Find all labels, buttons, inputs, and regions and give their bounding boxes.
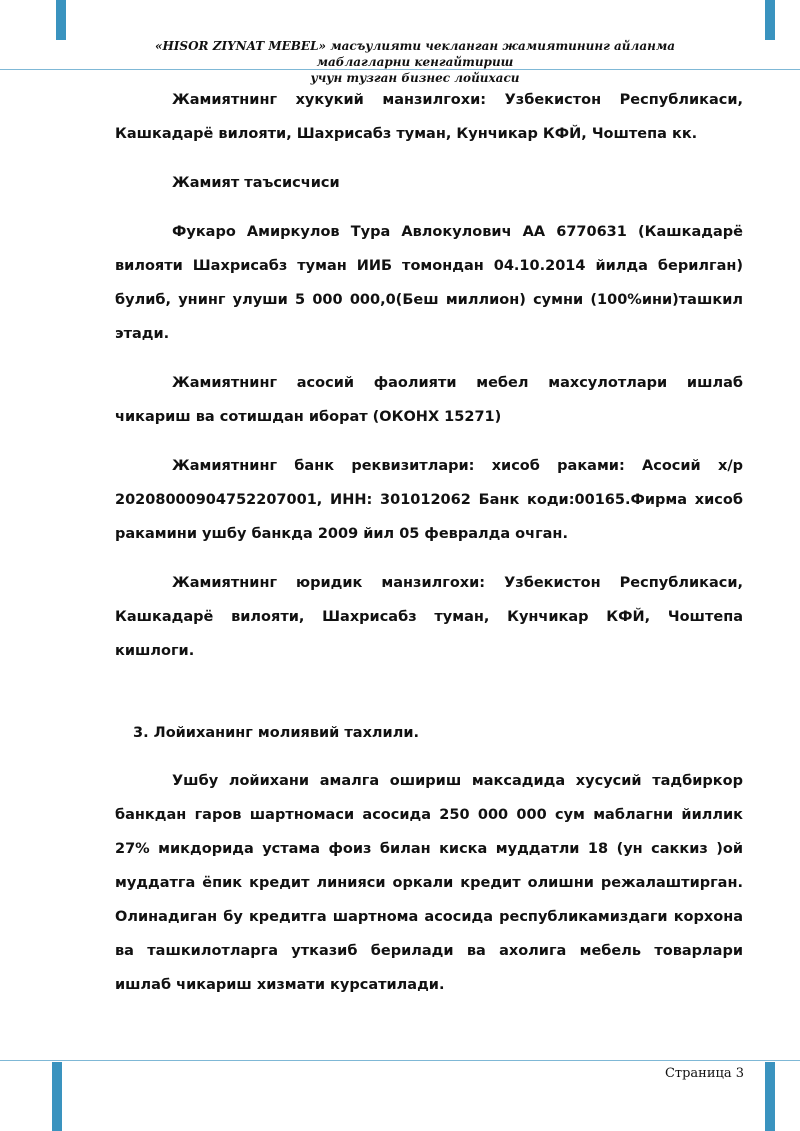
page-number: Страница 3 (664, 1066, 744, 1081)
legal-address-paragraph: Жамиятнинг хукукий манзилгохи: Узбекистон Республикаси, Кашкадарё вилояти, Шахрисабз туман, Кунчикар КФЙ, Чоштепа кк. (115, 92, 743, 142)
header-title-line1: «HISOR ZIYNAT MEBEL» масъулияти чекланган жамиятининг айланма маблагларни кенгайтириш (154, 39, 676, 69)
founder-paragraph: Фукаро Амиркулов Тура Авлокулович АА 6770631 (Кашкадарё вилояти Шахрисабз туман ИИБ томондан 04.10.2014 йилда берилган) булиб, унинг улуши 5 000 000,0(Беш миллион) сумни (100%ини)ташкил этади. (115, 224, 743, 342)
financial-analysis-paragraph: Ушбу лойихани амалга ошириш максадида хусусий тадбиркор банкдан гаров шартномаси асосида 250 000 000 сум маблагни йиллик 27% микдорида устама фоиз билан киска муддатли 18 (ун саккиз )ой муддатга ёпик кредит линияси оркали кредит олишни режалаштирган. Олинадиган бу кредитга шартнома асосида республикамиздаги корхона ва ташкилотларга утказиб берилади ва ахолига мебель товарлари ишлаб чикариш хизмати курсатилади. (115, 773, 743, 993)
footer-decor-bar-right (765, 1062, 775, 1131)
header-decor-bar-left (56, 0, 66, 40)
header-decor-bar-right (765, 0, 775, 40)
footer-rule (0, 1060, 800, 1061)
founder-heading: Жамият таъсисчиси (172, 175, 340, 191)
juridical-address-paragraph: Жамиятнинг юридик манзилгохи: Узбекистон Республикаси, Кашкадарё вилояти, Шахрисабз туман, Кунчикар КФЙ, Чоштепа кишлоги. (115, 575, 743, 659)
main-activity-paragraph: Жамиятнинг асосий фаолияти мебел махсулотлари ишлаб чикариш ва сотишдан иборат (ОКОНХ 15271) (115, 375, 743, 425)
page-header (110, 38, 720, 86)
header-title-line2: учун тузган бизнес лойихаси (310, 71, 520, 85)
section-heading: 3. Лойиханинг молиявий тахлили. (133, 725, 419, 741)
footer-decor-bar-left (52, 1062, 62, 1131)
document-body (115, 83, 743, 1017)
bank-details-paragraph: Жамиятнинг банк реквизитлари: хисоб раками: Асосий х/р 20208000904752207001, ИНН: 301012062 Банк коди:00165.Фирма хисоб ракамини ушбу банкда 2009 йил 05 февралда очган. (115, 458, 743, 542)
